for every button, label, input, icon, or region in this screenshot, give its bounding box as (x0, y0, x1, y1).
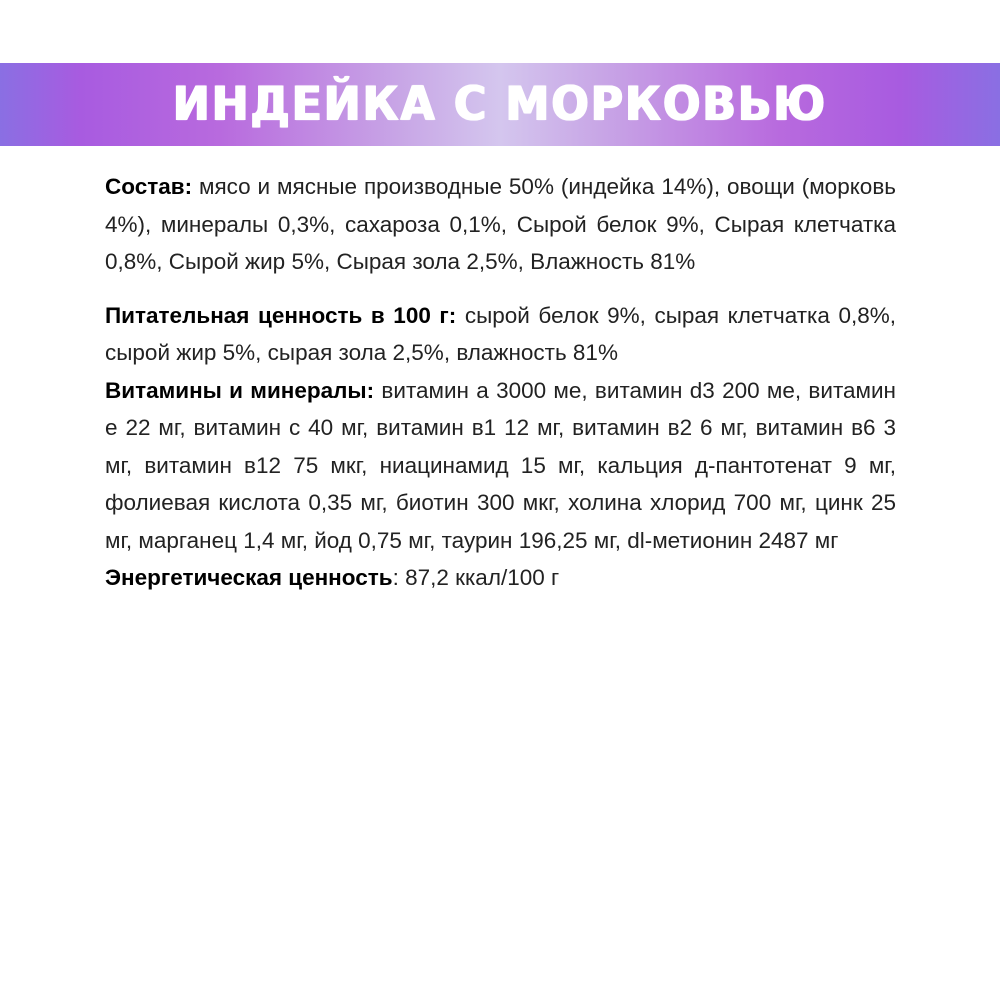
nutrition-label: Питательная ценность в 100 г: (105, 302, 457, 328)
vitamins-label: Витамины и минералы: (105, 377, 375, 403)
energy-paragraph (105, 559, 896, 597)
energy-label: Энергетическая ценность (105, 565, 393, 590)
composition-paragraph (105, 168, 896, 281)
nutrition-paragraph (105, 297, 896, 372)
composition-text: мясо и мясные производные 50% (индейка 14%), овощи (морковь 4%), минералы 0,3%, сахароза 0,1%, Сырой белок 9%, Сырая клетчатка 0,8%, Сырой жир 5%, Сырая зола 2,5%, Влажность 81% (105, 174, 896, 274)
title-banner (0, 63, 1000, 146)
composition-label: Состав: (105, 174, 193, 199)
vitamins-paragraph (105, 372, 896, 560)
product-title: ИНДЕЙКА С МОРКОВЬЮ (172, 76, 828, 133)
product-description (105, 168, 896, 597)
vitamins-text: витамин а 3000 ме, витамин d3 200 ме, витамин е 22 мг, витамин с 40 мг, витамин в1 12 мг, витамин в2 6 мг, витамин в6 3 мг, витамин в12 75 мкг, ниацинамид 15 мг, кальция д-пантотенат 9 мг, фолиевая кислота 0,35 мг, биотин 300 мкг, холина хлорид 700 мг, цинк 25 мг, марганец 1,4 мг, йод 0,75 мг, таурин 196,25 мг, dl-метионин 2487 мг (105, 377, 896, 553)
energy-text: : 87,2 ккал/100 г (392, 565, 560, 590)
nutrition-text: сырой белок 9%, сырая клетчатка 0,8%, сырой жир 5%, сырая зола 2,5%, влажность 81% (105, 302, 896, 365)
